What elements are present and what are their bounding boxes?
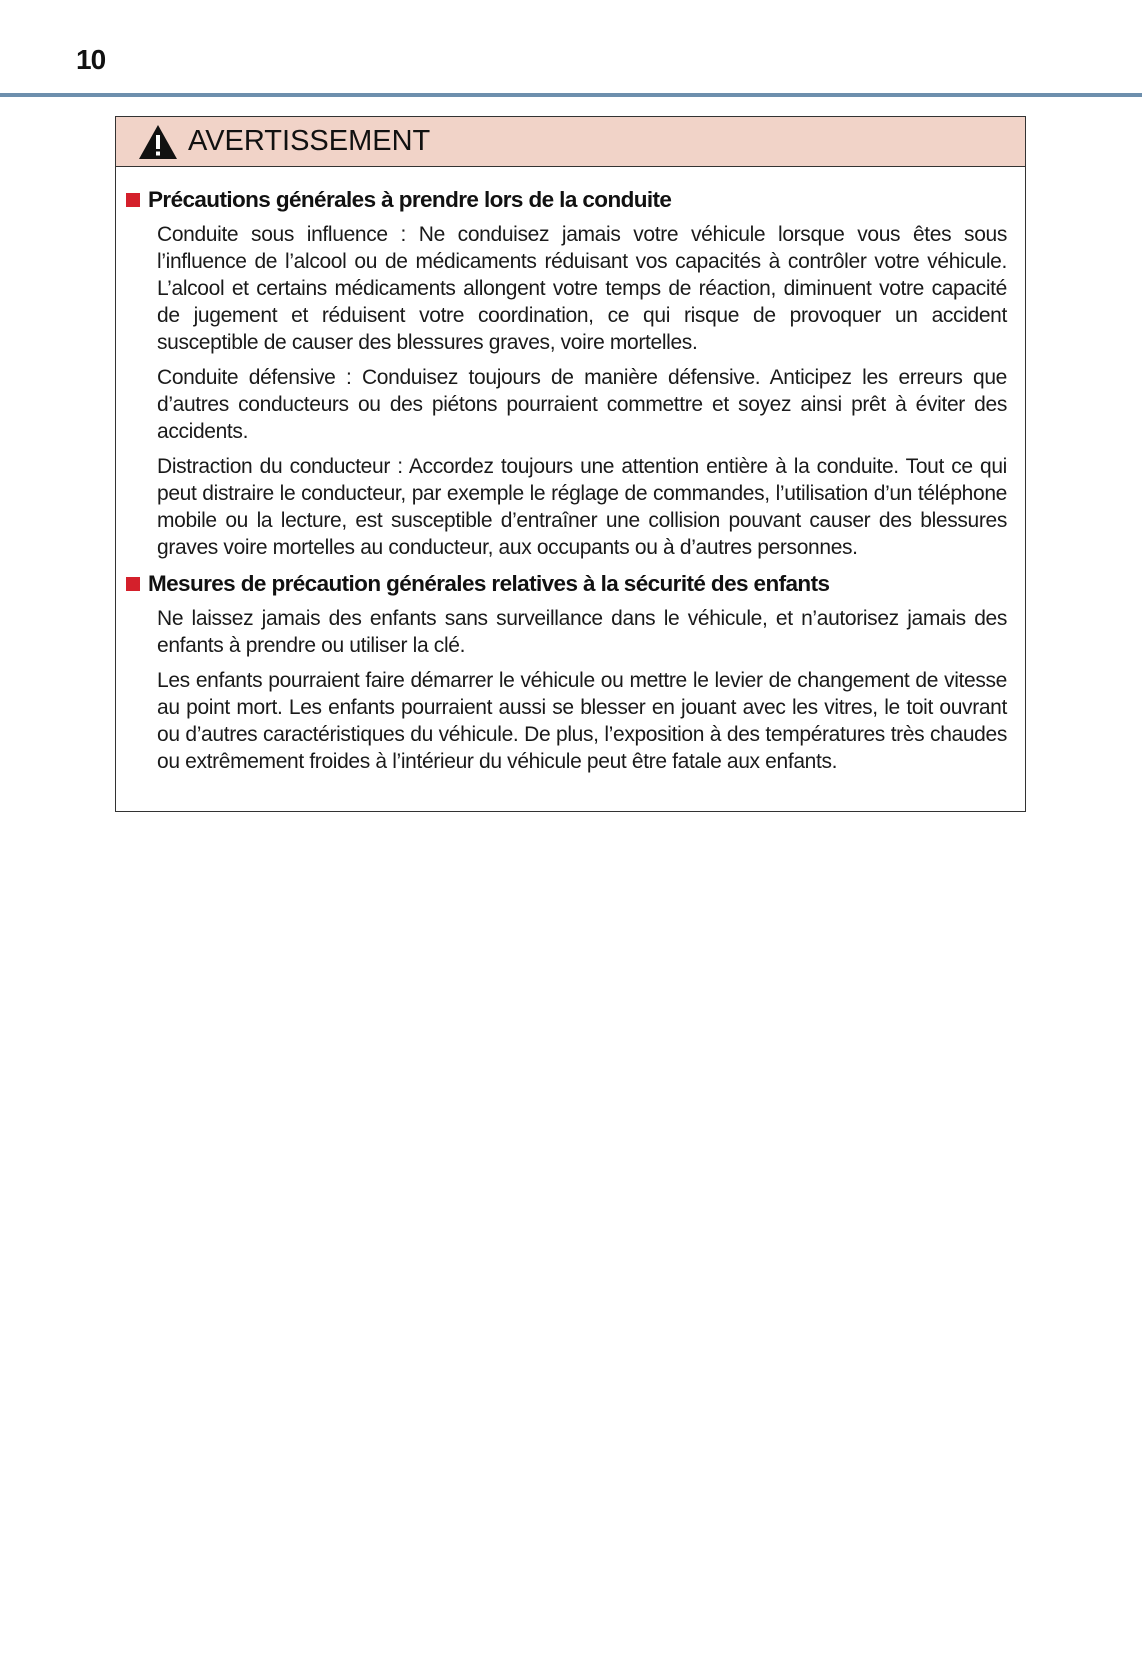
- paragraph-defensive-driving: Conduite défensive : Conduisez toujours de manière défensive. Anticipez les erreurs que d’autres conducteurs ou des piétons pourraient commettre et soyez ainsi prêt à éviter des accidents.: [157, 366, 1007, 443]
- section-child-safety: [126, 569, 1007, 775]
- section-heading: [126, 569, 1007, 599]
- header-rule: [0, 93, 1142, 97]
- page-number: 10: [76, 44, 106, 75]
- warning-box: [115, 116, 1026, 812]
- warning-header: [116, 117, 1025, 167]
- square-bullet-icon: [126, 193, 140, 207]
- paragraph-children-risks: Les enfants pourraient faire démarrer le véhicule ou mettre le levier de changement de vitesse au point mort. Les enfants pourraient aussi se blesser en jouant avec les vitres, le toit ouvrant ou d’autres caractéristiques du véhicule. De plus, l’exposition à des températures très chaudes ou extrêmement froides à l’intérieur du véhicule peut être fatale aux enfants.: [157, 669, 1007, 773]
- paragraph-driver-distraction: Distraction du conducteur : Accordez toujours une attention entière à la conduite. Tout ce qui peut distraire le conducteur, par exemple le réglage de commandes, l’utilisation d’un téléphone mobile ou la lecture, est susceptible d’entraîner une collision pouvant causer des blessures graves voire mortelles au conducteur, aux occupants ou à d’autres personnes.: [157, 455, 1007, 559]
- section-heading: [126, 185, 1007, 215]
- warning-content: [116, 167, 1025, 775]
- paragraph-driving-influence: Conduite sous influence : Ne conduisez jamais votre véhicule lorsque vous êtes sous l’influence de l’alcool ou de médicaments réduisant vos capacités à contrôler votre véhicule. L’alcool et certains médicaments allongent votre temps de réaction, diminuent votre capacité de jugement et réduisent votre coordination, ce qui risque de provoquer un accident susceptible de causer des blessures graves, voire mortelles.: [157, 223, 1007, 354]
- section-heading-text: Précautions générales à prendre lors de la conduite: [148, 187, 672, 212]
- section-driving-precautions: [126, 185, 1007, 561]
- section-heading-text: Mesures de précaution générales relatives à la sécurité des enfants: [148, 571, 830, 596]
- square-bullet-icon: [126, 577, 140, 591]
- warning-triangle-icon: [138, 124, 178, 160]
- paragraph-children-unattended: Ne laissez jamais des enfants sans surveillance dans le véhicule, et n’autorisez jamais des enfants à prendre ou utiliser la clé.: [157, 607, 1007, 657]
- warning-title: AVERTISSEMENT: [188, 125, 431, 157]
